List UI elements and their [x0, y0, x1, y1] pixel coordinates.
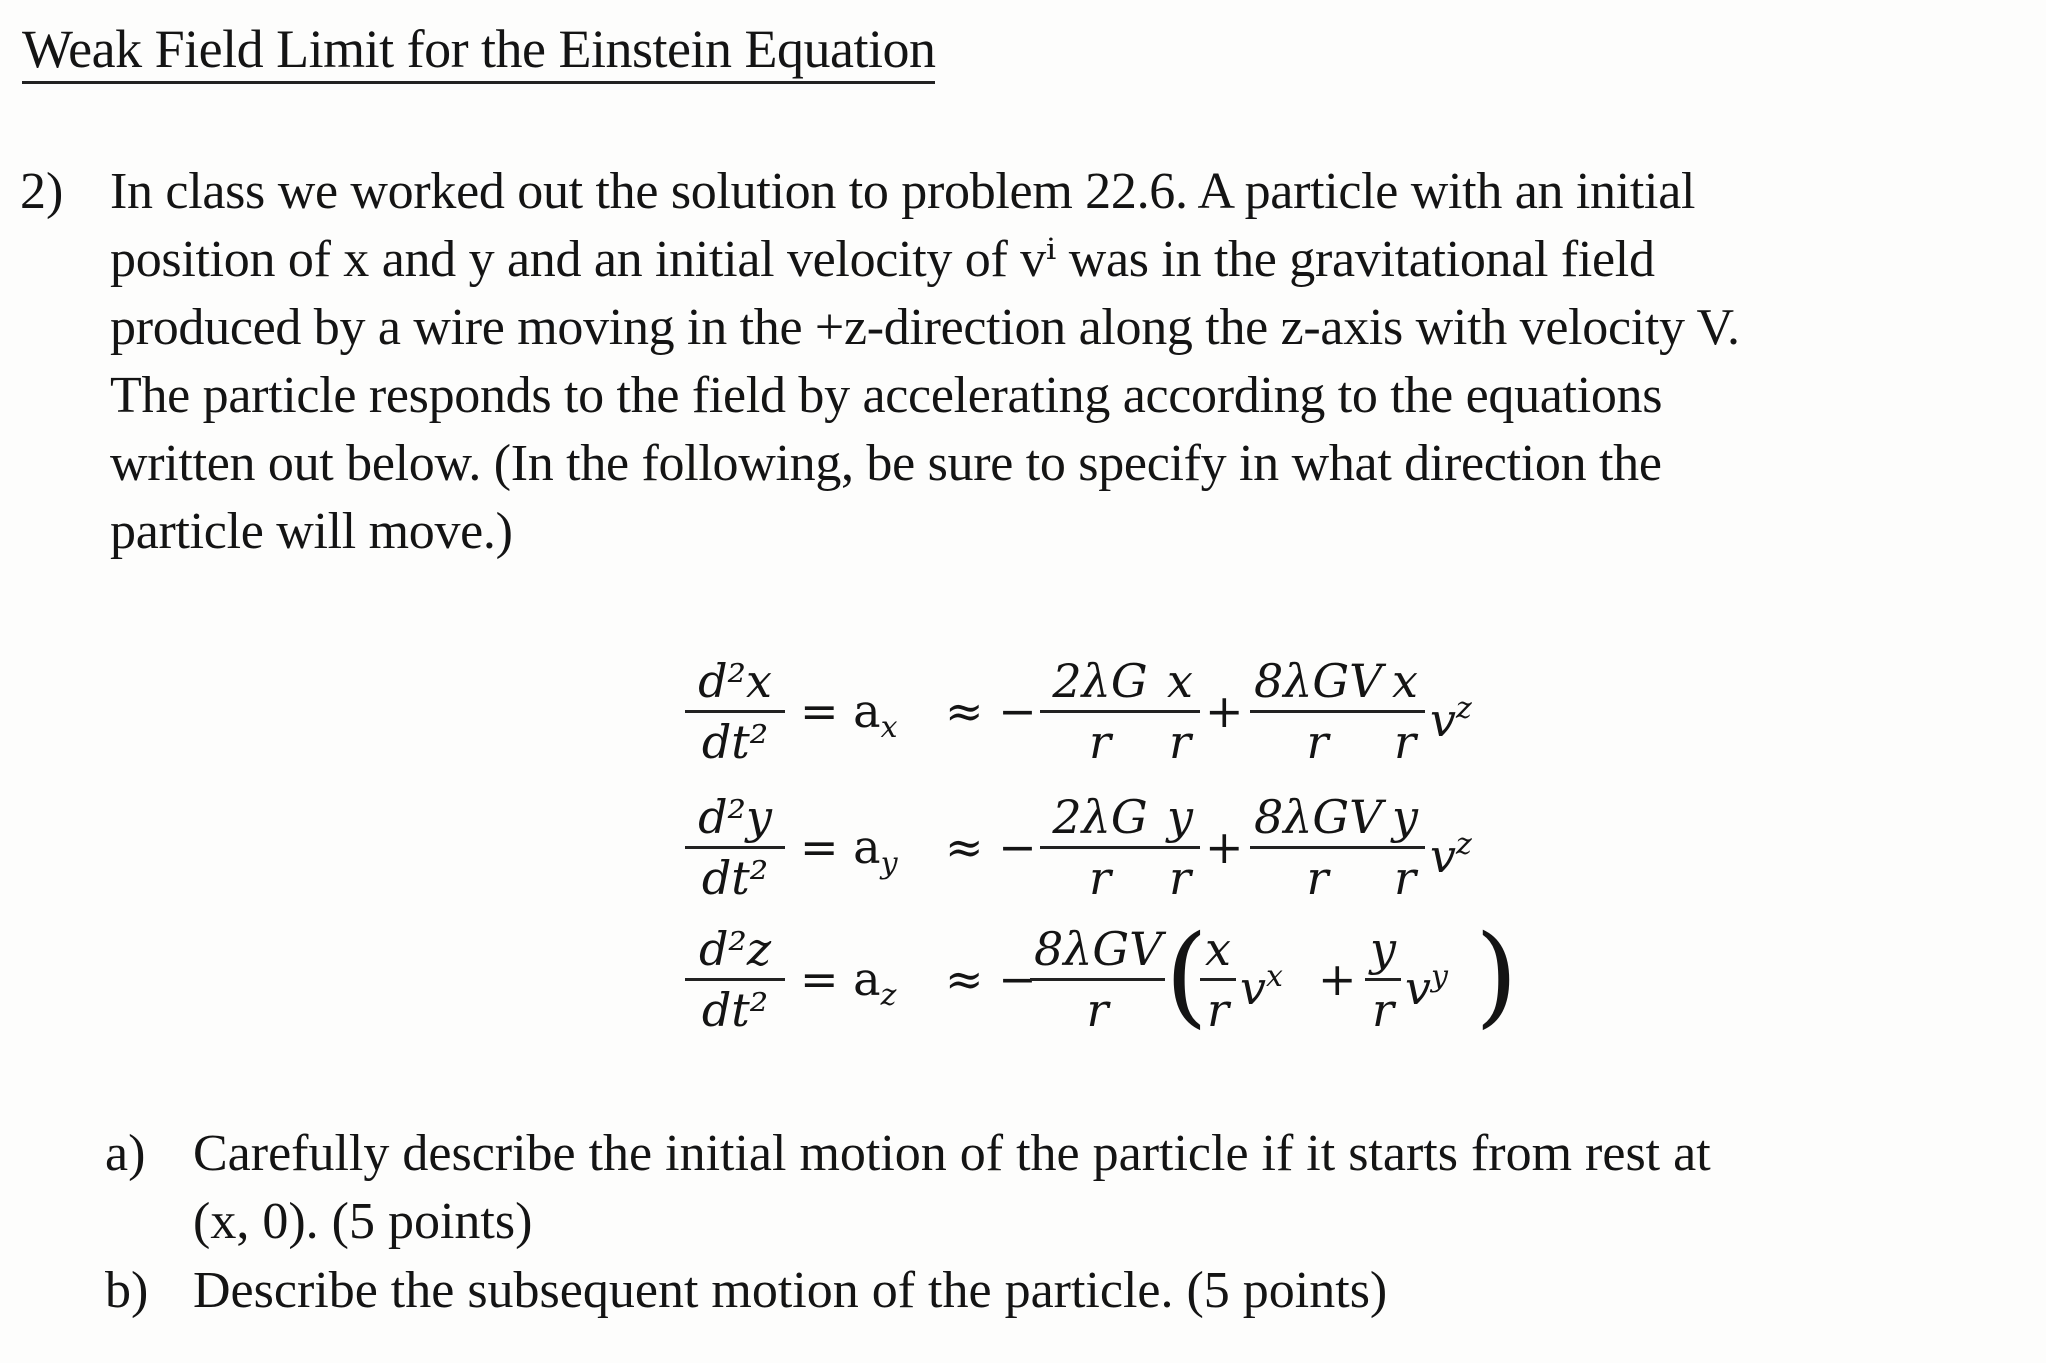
- acceleration-label: = $a_z$: [800, 952, 897, 1013]
- term1-numerator: 8λGV: [1030, 920, 1165, 981]
- p1-fraction: [1200, 920, 1236, 1039]
- paragraph-line: position of x and y and an initial velocity of vⁱ was in the gravitational field: [110, 231, 1655, 288]
- right-paren: ): [1475, 911, 1518, 1039]
- term2-denominator: r: [1169, 851, 1191, 905]
- term3-fraction: [1250, 652, 1385, 771]
- term2-numerator: y: [1160, 788, 1200, 849]
- part-line: Carefully describe the initial motion of the particle if it starts from rest at: [193, 1125, 1711, 1182]
- part-label: a): [105, 1125, 146, 1182]
- term3-denominator: r: [1306, 851, 1329, 905]
- term4-numerator: x: [1385, 652, 1425, 713]
- left-paren: (: [1165, 911, 1208, 1039]
- term2-denominator: r: [1169, 715, 1191, 769]
- lhs-fraction: [685, 652, 785, 771]
- p1-denominator: r: [1207, 983, 1229, 1037]
- term2-numerator: x: [1160, 652, 1200, 713]
- term4-denominator: r: [1394, 715, 1416, 769]
- lhs-denominator: dt²: [701, 851, 769, 905]
- lhs-fraction: [685, 788, 785, 907]
- term1-numerator: 2λG: [1040, 788, 1160, 849]
- term1-numerator: 2λG: [1040, 652, 1160, 713]
- lhs-numerator: d²z: [685, 920, 785, 981]
- velocity-term: $v^z$: [1430, 827, 1472, 883]
- document-title: Weak Field Limit for the Einstein Equation: [22, 20, 935, 84]
- p2-denominator: r: [1372, 983, 1394, 1037]
- lhs-numerator: d²x: [685, 652, 785, 713]
- term4-fraction: [1385, 652, 1425, 771]
- lhs-denominator: dt²: [701, 715, 769, 769]
- term1-fraction: [1040, 652, 1160, 771]
- term1-fraction: [1030, 920, 1165, 1039]
- term1-denominator: r: [1089, 851, 1111, 905]
- question-number: 2): [20, 163, 64, 220]
- term1-fraction: [1040, 788, 1160, 907]
- term3-fraction: [1250, 788, 1385, 907]
- term4-fraction: [1385, 788, 1425, 907]
- approx-minus: ≈ −: [945, 684, 1037, 738]
- paragraph-line: produced by a wire moving in the +z-direction along the z-axis with velocity V.: [110, 299, 1740, 356]
- term3-denominator: r: [1306, 715, 1329, 769]
- lhs-denominator: dt²: [701, 983, 769, 1037]
- p2-fraction: [1365, 920, 1401, 1039]
- paragraph-line: In class we worked out the solution to problem 22.6. A particle with an initial: [110, 163, 1696, 220]
- term4-numerator: y: [1385, 788, 1425, 849]
- lhs-numerator: d²y: [685, 788, 785, 849]
- vy-term: $v^y$: [1405, 959, 1448, 1015]
- p2-numerator: y: [1365, 920, 1401, 981]
- plus-sign: +: [1205, 820, 1244, 874]
- term3-numerator: 8λGV: [1250, 652, 1385, 713]
- term2-fraction: [1160, 652, 1200, 771]
- part-label: b): [105, 1262, 149, 1319]
- plus-sign: +: [1318, 952, 1357, 1006]
- acceleration-label: = $a_y$: [800, 820, 898, 881]
- acceleration-label: = $a_x$: [800, 684, 898, 745]
- term1-denominator: r: [1089, 715, 1111, 769]
- velocity-term: $v^z$: [1430, 691, 1472, 747]
- approx-minus: ≈ −: [945, 952, 1037, 1006]
- term3-numerator: 8λGV: [1250, 788, 1385, 849]
- part-line: (x, 0). (5 points): [193, 1193, 533, 1250]
- paragraph-line: written out below. (In the following, be sure to specify in what direction the: [110, 435, 1662, 492]
- question-paragraph: [110, 158, 2040, 566]
- paragraph-line: The particle responds to the field by accelerating according to the equations: [110, 367, 1663, 424]
- lhs-fraction: [685, 920, 785, 1039]
- term2-fraction: [1160, 788, 1200, 907]
- approx-minus: ≈ −: [945, 820, 1037, 874]
- term1-denominator: r: [1086, 983, 1109, 1037]
- term4-denominator: r: [1394, 851, 1416, 905]
- part-line: Describe the subsequent motion of the particle. (5 points): [193, 1262, 1388, 1319]
- paragraph-line: particle will move.): [110, 503, 513, 560]
- p1-numerator: x: [1200, 920, 1236, 981]
- plus-sign: +: [1205, 684, 1244, 738]
- vx-term: $v^x$: [1240, 959, 1283, 1015]
